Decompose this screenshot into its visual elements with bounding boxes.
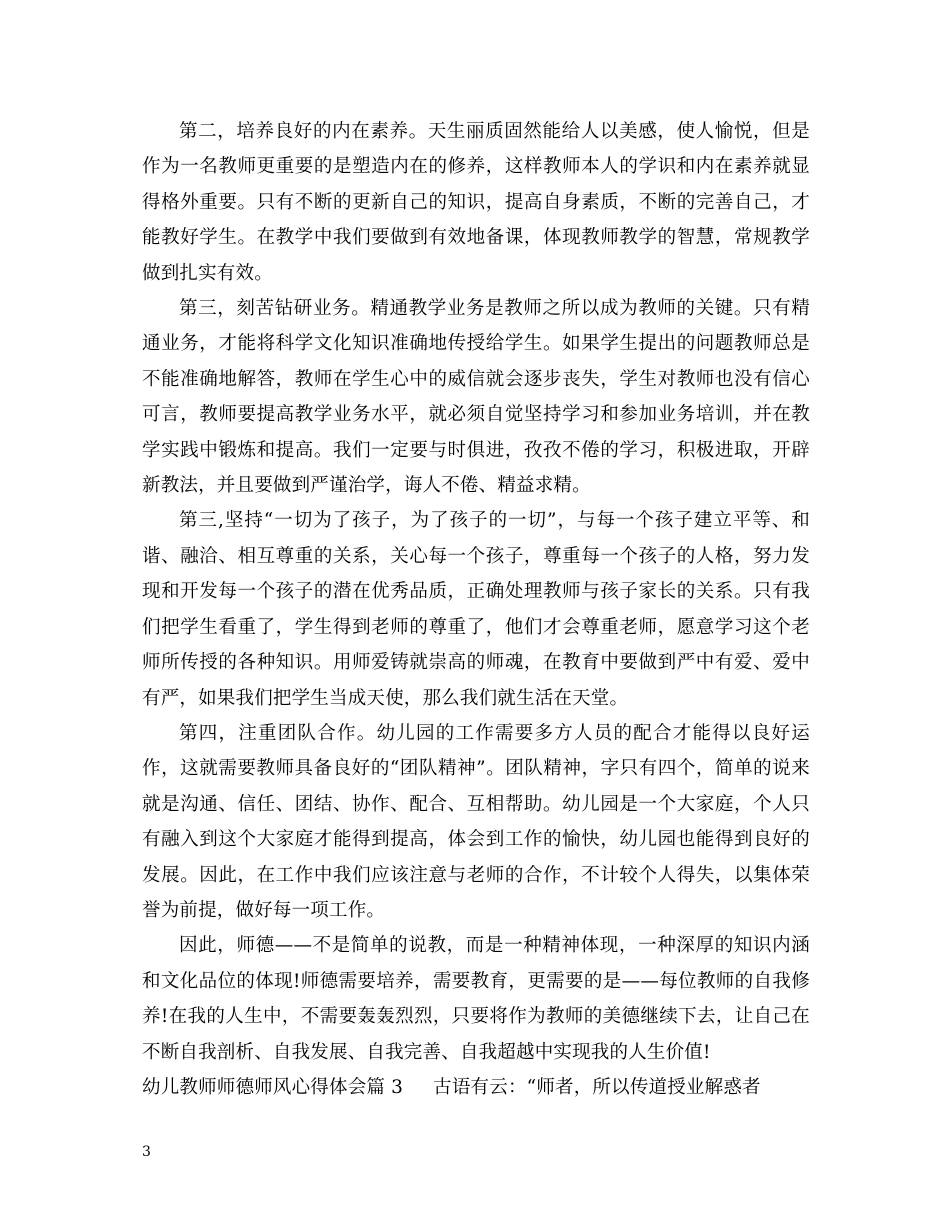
- paragraph-third-for-children: 第三,坚持“一切为了孩子，为了孩子的一切”，与每一个孩子建立平等、和谐、融洽、相互尊重的关系，关心每一个孩子，尊重每一个孩子的人格，努力发现和开发每一个孩子的潜在优秀品质，正确处理教师与孩子家长的关系。只有我们把学生看重了，学生得到老师的尊重了，他们才会尊重老师，愿意学习这个老师所传授的各种知识。用师爱铸就崇高的师魂，在教育中要做到严中有爱、爱中有严，如果我们把学生当成天使，那么我们就生活在天堂。: [142, 510, 810, 709]
- next-article-heading: 幼儿教师师德师风心得体会篇 3: [142, 1076, 404, 1098]
- page-number: 3: [142, 1144, 151, 1160]
- paragraph-second-inner-quality: 第二，培养良好的内在素养。天生丽质固然能给人以美感，使人愉悦，但是作为一名教师更重要的是塑造内在的修养，这样教师本人的学识和内在素养就显得格外重要。只有不断的更新自己的知识，提高自身素质，不断的完善自己，才能教好学生。在教学中我们要做到有效地备课，体现教师教学的智慧，常规教学做到扎实有效。: [142, 121, 810, 284]
- paragraph-conclusion: 因此，师德——不是简单的说教，而是一种精神体现，一种深厚的知识内涵和文化品位的体现!师德需要培养，需要教育，更需要的是——每位教师的自我修养!在我的人生中，不需要轰轰烈烈，只要将作为教师的美德继续下去，让自己在不断自我剖析、自我发展、自我完善、自我超越中实现我的人生价值!: [142, 935, 810, 1063]
- paragraph-third-study-business: 第三，刻苦钻研业务。精通教学业务是教师之所以成为教师的关键。只有精通业务，才能将科学文化知识准确地传授给学生。如果学生提出的问题教师总是不能准确地解答，教师在学生心中的威信就会逐步丧失，学生对教师也没有信心可言，教师要提高教学业务水平，就必须自觉坚持学习和参加业务培训，并在教学实践中锻炼和提高。我们一定要与时俱进，孜孜不倦的学习，积极进取，开辟新教法，并且要做到严谨治学，诲人不倦、精益求精。: [142, 298, 810, 497]
- paragraph-fourth-teamwork: 第四，注重团队合作。幼儿园的工作需要多方人员的配合才能得以良好运作，这就需要教师具备良好的“团队精神”。团队精神，字只有四个，简单的说来就是沟通、信任、团结、协作、配合、互相帮助。幼儿园是一个大家庭，个人只有融入到这个大家庭才能得到提高，体会到工作的愉快，幼儿园也能得到良好的发展。因此，在工作中我们应该注意与老师的合作，不计较个人得失，以集体荣誉为前提，做好每一项工作。: [142, 722, 810, 921]
- next-article-opening: 古语有云：“师者，所以传道授业解惑者: [433, 1076, 761, 1098]
- document-body: [142, 114, 810, 1105]
- next-article-line: [142, 1070, 810, 1105]
